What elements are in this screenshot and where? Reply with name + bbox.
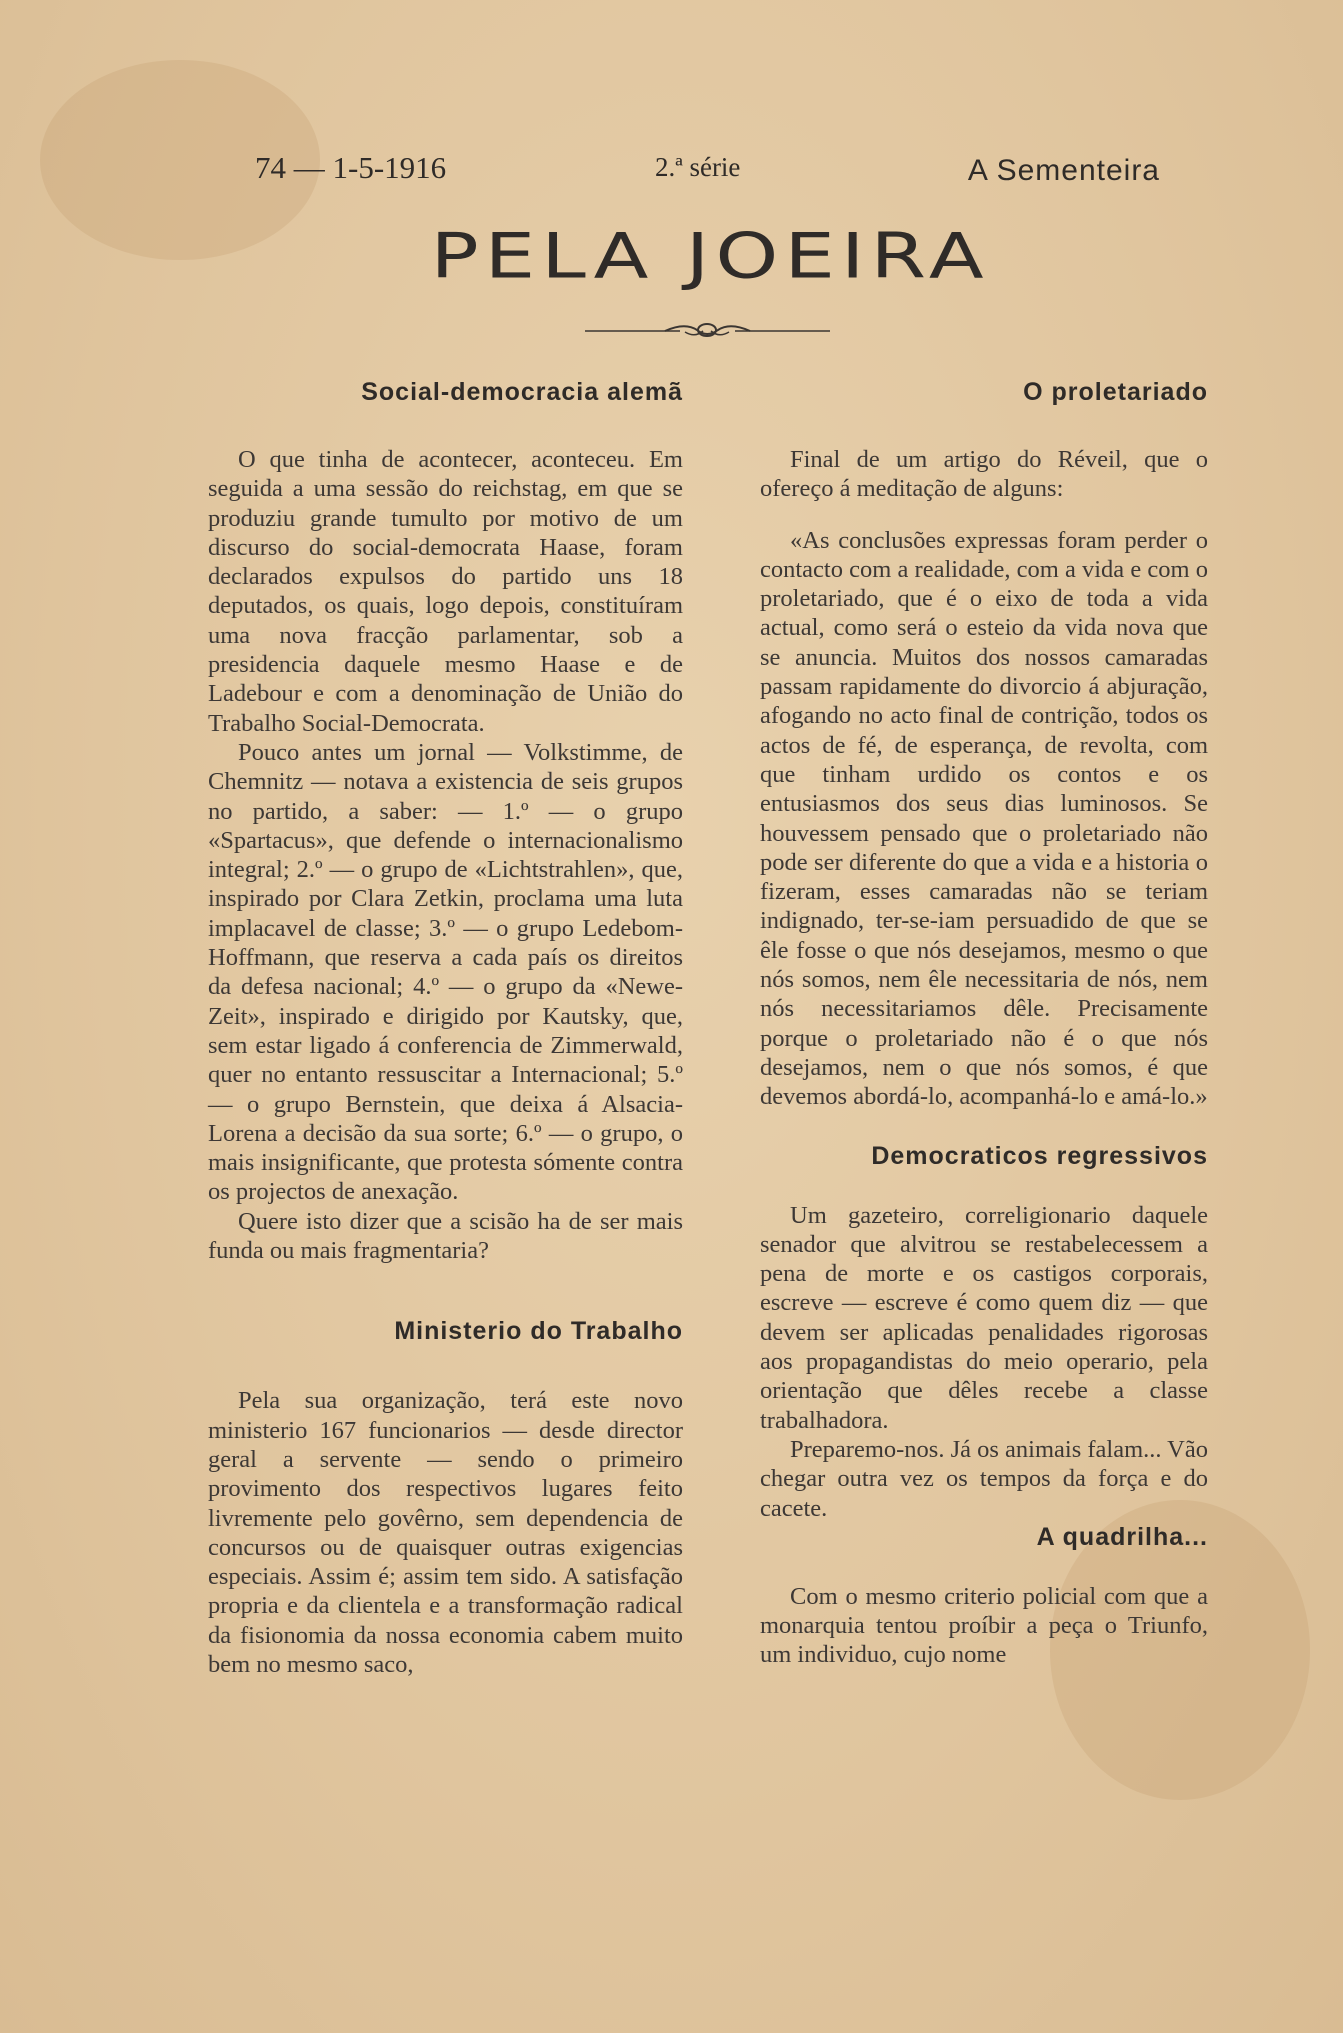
series-label: 2.ª série [655,152,741,182]
article-heading: Democraticos regressivos [871,1141,1208,1170]
issue-number-date: 74 — 1-5-1916 [255,150,447,185]
article-paragraph: Pouco antes um jornal — Volkstimme, de Chemnitz — notava a existencia de seis grupos no partido, a saber: — 1.º — o grupo «Spartacus», que defende o internacionalismo integral; 2.º — o grupo de «Lichtstrahlen», que, inspirado por Clara Zetkin, proclama uma luta implacavel de classe; 3.º — o grupo Ledebom-Hoffmann, que reserva a cada país os direitos da defesa nacional; 4.º — o grupo da «Newe-Zeit», inspirado e dirigido por Kautsky, que, sem estar ligado á conferencia de Zimmerwald, quer no entanto ressuscitar a Internacional; 5.º — o grupo Bernstein, que deixa á Alsacia-Lorena a decisão da sua sorte; 6.º — o grupo, o mais insignificante, que protesta sómente contra os projectos de anexação. [208,738,683,1206]
article-paragraph: Quere isto dizer que a scisão ha de ser mais funda ou mais fragmentaria? [208,1207,683,1265]
right-column [760,378,1208,1670]
left-column [208,378,683,1679]
article-heading: O proletariado [1023,378,1208,406]
article-heading: Social-democracia alemã [361,378,683,406]
article-paragraph: Pela sua organização, terá este novo ministerio 167 funcionarios — desde director geral a servente — sendo o primeiro provimento dos respectivos lugares feito livremente pelo govêrno, sem dependencia de concursos ou de quaisquer outras exigencias especiais. Assim é; assim tem sido. A satisfação propria e da clientela e a transformação radical da fisionomia da nossa economia cabem muito bem no mesmo saco, [208,1387,683,1678]
section-masthead: PELA JOEIRA [430,220,990,293]
article-paragraph: Com o mesmo criterio policial com que a monarquia tentou proíbir a peça o Triunfo, um individuo, cujo nome [760,1582,1208,1669]
article-paragraph: Um gazeteiro, correligionario daquele senador que alvitrou se restabelecessem a pena de morte e os castigos corporais, escreve — escreve é como quem diz — que devem ser aplicadas penalidades rigorosas aos propagandistas do meio operario, pela orientação que dêles recebe a classe trabalhadora. [760,1201,1208,1434]
article-signature: A quadrilha... [1036,1522,1208,1551]
article-heading: Ministerio do Trabalho [394,1317,683,1346]
decorative-rule-ornament [585,318,830,342]
publication-title: A Sementeira [967,154,1160,187]
article-paragraph: O que tinha de acontecer, aconteceu. Em seguida a uma sessão do reichstag, em que se produziu grande tumulto por motivo de um discurso do social-democrata Haase, foram declarados expulsos do partido uns 18 deputados, os quais, logo depois, constituíram uma nova fracção parlamentar, sob a presidencia daquele mesmo Haase e de Ladebour e com a denominação de União do Trabalho Social-Democrata. [208,446,683,737]
quoted-paragraph: «As conclusões expressas foram perder o contacto com a realidade, com a vida e com o proletariado, que é o eixo de toda a vida actual, como será o esteio da vida nova que se anuncia. Muitos dos nossos camaradas passam rapidamente do divorcio á abjuração, afogando no acto final de contrição, todos os actos de fé, de esperança, de revolta, com que tinham urdido os contos e os entusiasmos dos seus dias luminosos. Se houvessem pensado que o proletariado não pode ser diferente do que a vida e a historia o fizeram, esses camaradas não se teriam indignado, ter-se-iam persuadido de que se êle fosse o que nós desejamos, mesmo o que nós somos, nem êle necessitaria de nós, nem nós necessitariamos dêle. Precisamente porque o proletariado não é o que nós desejamos, nem o que nós somos, é que devemos abordá-lo, acompanhá-lo e amá-lo.» [760,526,1208,1111]
article-paragraph: Preparemo-nos. Já os animais falam... Vão chegar outra vez os tempos da força e do cacete. [760,1435,1208,1522]
running-head [255,150,1160,196]
article-paragraph: Final de um artigo do Réveil, que o ofereço á meditação de alguns: [760,446,1208,503]
